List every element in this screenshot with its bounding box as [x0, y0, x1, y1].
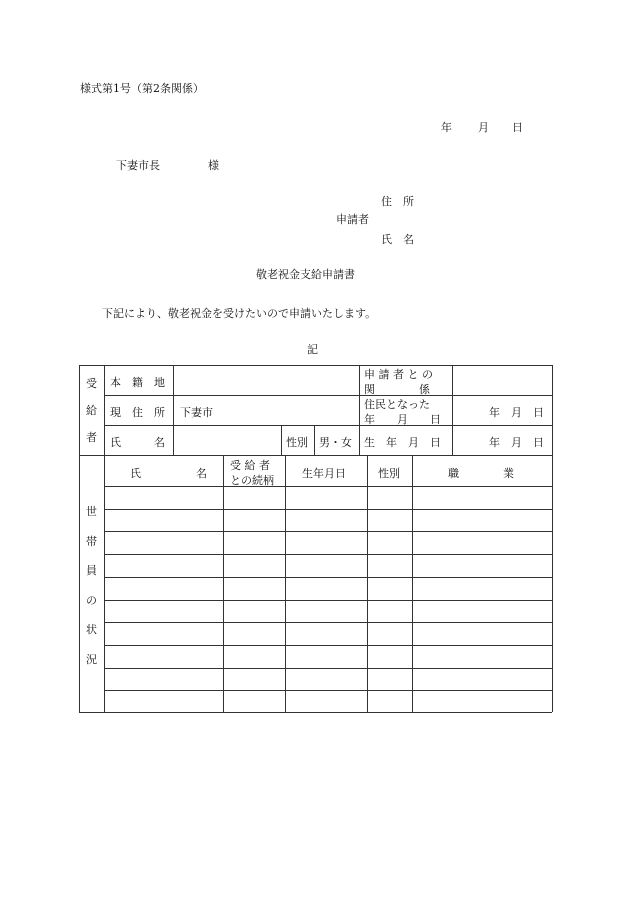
honseki-label: 本 籍 地 [110, 376, 165, 389]
addressee-honorific: 様 [208, 159, 219, 172]
side-char: 状 [86, 623, 97, 637]
side-char: 給 [86, 404, 97, 417]
resident-date-field[interactable]: 年 月 日 [489, 406, 544, 419]
form-number: 様式第1号（第2条関係） [80, 82, 204, 95]
address-value[interactable]: 下妻市 [180, 406, 213, 419]
resident-label-line1: 住民となった [364, 398, 430, 411]
addressee-name: 下妻市長 [116, 159, 160, 172]
household-header-job: 職 業 [448, 467, 514, 480]
relation-label-line2: 関 係 [364, 383, 430, 396]
applicant-name-label: 氏 名 [381, 233, 414, 246]
recipient-row1-bottom [104, 395, 552, 396]
side-label-divider [104, 365, 105, 712]
household-col-divider-1 [223, 455, 224, 712]
intro-text: 下記により、敬老祝金を受けたいので申請いたします。 [102, 307, 377, 320]
side-char: 受 [86, 377, 97, 390]
household-col-divider-4 [412, 455, 413, 712]
side-char: 員 [86, 564, 97, 578]
household-row-line [104, 531, 552, 532]
household-header-relation-line2: との続柄 [230, 474, 274, 487]
side-char: 者 [86, 431, 97, 444]
recipient-section-bottom [79, 455, 552, 456]
household-side-label [79, 503, 104, 667]
household-row-line [104, 668, 552, 669]
date-day-label: 日 [512, 121, 523, 134]
relation-label-line1: 申 請 者 と の [364, 368, 433, 381]
recipient-row2-bottom [104, 425, 552, 426]
side-char: 帯 [86, 534, 97, 548]
recipient-side-label [79, 375, 104, 445]
recipient-mid-divider [359, 365, 360, 455]
sex-value[interactable]: 男・女 [319, 436, 352, 449]
resident-label-line2: 年 月 日 [364, 413, 441, 426]
household-header-relation-line1: 受 給 者 [230, 459, 270, 472]
household-row-line [104, 554, 552, 555]
applicant-address-label: 住 所 [381, 195, 414, 208]
sex-label-left [281, 425, 282, 455]
side-char: 況 [86, 652, 97, 666]
household-row-line [104, 600, 552, 601]
relation-field[interactable] [453, 366, 551, 395]
side-char: 世 [86, 505, 97, 518]
household-col-divider-2 [285, 455, 286, 712]
household-row-line [104, 690, 552, 691]
household-header-sex: 性別 [378, 467, 400, 480]
household-header-birth: 生年月日 [302, 467, 346, 480]
name-label: 氏 名 [110, 436, 165, 449]
birth-label: 生 年 月 日 [364, 436, 441, 449]
household-row-line [104, 577, 552, 578]
address-label: 現 住 所 [110, 406, 165, 419]
household-header-bottom [104, 486, 552, 487]
household-row-line [104, 622, 552, 623]
birth-date-field[interactable]: 年 月 日 [489, 436, 544, 449]
household-col-divider-3 [367, 455, 368, 712]
household-header-name: 氏 名 [130, 467, 207, 480]
sex-label: 性別 [286, 436, 308, 449]
date-year-label: 年 [441, 121, 452, 134]
sex-label-right [314, 425, 315, 455]
ki-label: 記 [307, 343, 318, 356]
household-row-line [104, 645, 552, 646]
household-row-line [104, 509, 552, 510]
table-border-right [552, 365, 553, 712]
side-char: の [86, 593, 97, 607]
document-title: 敬老祝金支給申請書 [256, 268, 355, 281]
table-border-bottom [79, 712, 552, 713]
honseki-field[interactable] [174, 366, 358, 395]
name-field[interactable] [174, 426, 280, 455]
applicant-label: 申請者 [336, 213, 369, 226]
date-month-label: 月 [478, 121, 489, 134]
